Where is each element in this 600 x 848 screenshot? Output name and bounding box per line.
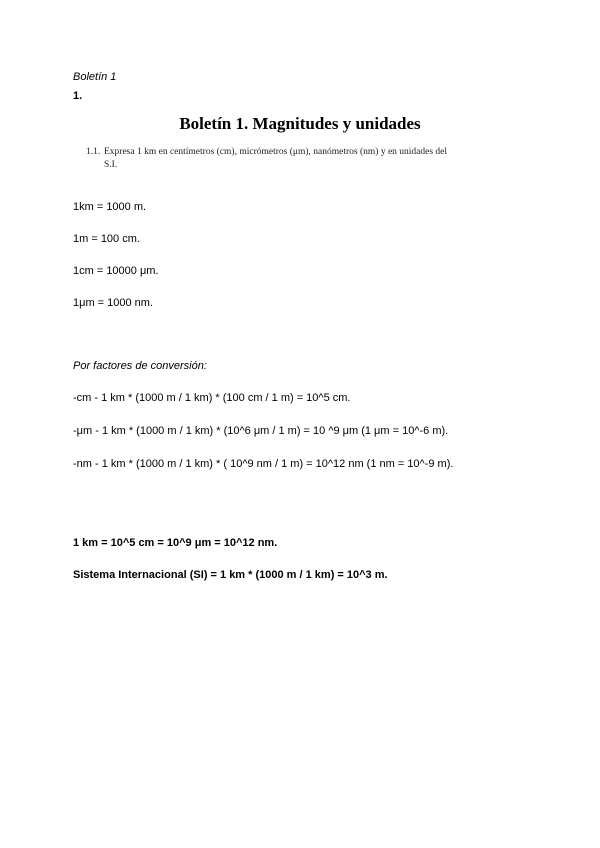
document-header-label: Boletín 1 (73, 71, 117, 83)
conversion-line-cm: -cm - 1 km * (1000 m / 1 km) * (100 cm / 1 m) = 10^5 cm. (73, 392, 351, 404)
conversion-line-um: -μm - 1 km * (1000 m / 1 km) * (10^6 μm / 1 m) = 10 ^9 μm (1 μm = 10^-6 m). (73, 425, 449, 437)
equivalence-m: 1m = 100 cm. (73, 233, 140, 245)
conversion-line-nm: -nm - 1 km * (1000 m / 1 km) * ( 10^9 nm / 1 m) = 10^12 nm (1 nm = 10^-9 m). (73, 458, 454, 470)
embedded-image-title: Boletín 1. Magnitudes y unidades (179, 114, 421, 133)
equivalence-cm: 1cm = 10000 μm. (73, 265, 159, 277)
conversion-heading: Por factores de conversión: (73, 360, 207, 372)
equivalence-um: 1μm = 1000 nm. (73, 297, 154, 309)
question-number: 1.1. (86, 147, 101, 157)
result-si: Sistema Internacional (SI) = 1 km * (1000 m / 1 km) = 10^3 m. (73, 569, 388, 581)
question-text: Expresa 1 km en centímetros (cm), micrómetros (μm), nanómetros (nm) y en unidades del (104, 147, 448, 157)
equivalence-km: 1km = 1000 m. (73, 201, 147, 213)
embedded-image-question (86, 146, 518, 172)
result-summary: 1 km = 10^5 cm = 10^9 μm = 10^12 nm. (73, 537, 278, 549)
question-continuation: S.I. (104, 160, 118, 170)
section-number: 1. (73, 90, 83, 102)
